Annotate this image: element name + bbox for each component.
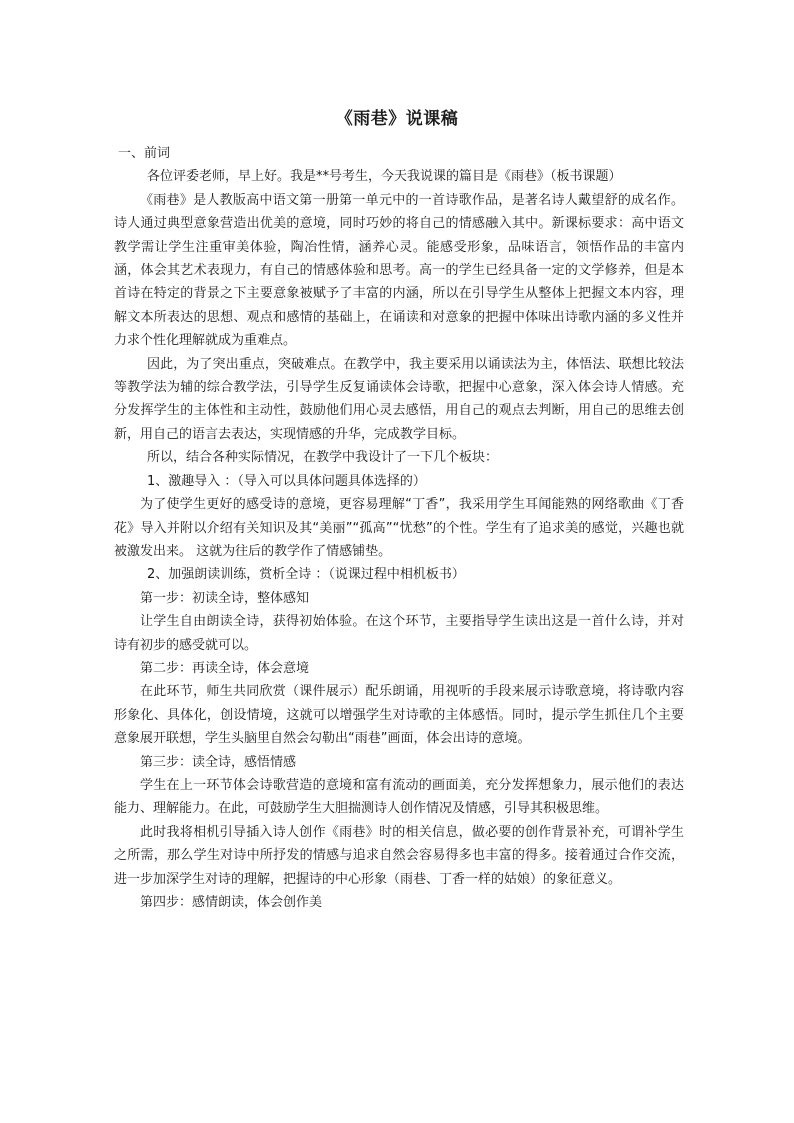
subheading-lead-in: 1、激趣导入 ：（导入可以具体问题具体选择的）: [147, 473, 426, 489]
paragraph-step-2: 在此环节，师生共同欣赏（课件展示）配乐朗诵，用视听的手段来展示诗歌意境，将诗歌内容形象化、具体化，创设情境，这就可以增强学生对诗歌的主体感悟。同时，提示学生抓住几个主要意象展开联想，学生头脑里自然会勾勒出“雨巷”画面，体会出诗的意境。: [114, 684, 684, 747]
step-heading-2: 第二步：再读全诗，体会意境: [140, 660, 310, 676]
section-heading-preface: 一、前词: [118, 146, 171, 161]
paragraph-teaching-method: 因此，为了突出重点，突破难点。在教学中，我主要采用以诵读法为主，体悟法、联想比较法等教学法为辅的综合教学法，引导学生反复诵读体会诗歌，把握中心意象，深入体会诗人情感。充分发挥学生的主体性和主动性，鼓励他们用心灵去感悟，用自己的观点去判断，用自己的思维去创新，用自己的语言去表达，实现情感的升华，完成教学目标。: [114, 356, 684, 442]
step-heading-3: 第三步：读全诗，感悟情感: [140, 754, 297, 770]
paragraph-introduction: 《雨巷》是人教版高中语文第一册第一单元中的一首诗歌作品，是著名诗人戴望舒的成名作。诗人通过典型意象营造出优美的意境，同时巧妙的将自己的情感融入其中。新课标要求：高中语文教学需让学生注重审美体验，陶冶性情，涵养心灵。能感受形象，品味语言，领悟作品的丰富内涵，体会其艺术表现力，有自己的情感体验和思考。高一的学生已经具备一定的文学修养，但是本首诗在特定的背景之下主要意象被赋予了丰富的内涵，所以在引导学生从整体上把握文本内容，理解文本所表达的思想、观点和感情的基础上，在诵读和对意象的把握中体味出诗歌内涵的多义性并力求个性化理解就成为重难点。: [114, 192, 684, 349]
paragraph-greeting: 各位评委老师，早上好。我是**号考生，今天我说课的篇目是《雨巷》（板书课题）: [147, 169, 622, 185]
paragraph-background: 此时我将相机引导插入诗人创作《雨巷》时的相关信息，做必要的创作背景补充，可谓补学生之所需，那么学生对诗中所抒发的情感与追求自然会容易得多也丰富的得多。接着通过合作交流，进一步加深学生对诗的理解，把握诗的中心形象（雨巷、丁香一样的姑娘）的象征意义。: [114, 824, 684, 887]
paragraph-lead-in: 为了使学生更好的感受诗的意境，更容易理解“丁香”，我采用学生耳闻能熟的网络歌曲《丁香花》导入并附以介绍有关知识及其“美丽”“孤高”“忧愁”的个性。学生有了追求美的感觉，兴趣也就被激发出来。 这就为往后的教学作了情感铺垫。: [114, 497, 684, 559]
step-heading-4: 第四步：感情朗读，体会创作美: [140, 895, 323, 910]
paragraph-design-overview: 所以，结合各种实际情况，在教学中我设计了一下几个板块：: [147, 450, 499, 466]
document-title: 《雨巷》说课稿: [335, 109, 459, 129]
paragraph-step-3: 学生在上一环节体会诗歌营造的意境和富有流动的画面美，充分发挥想象力，展示他们的表达能力、理解能力。在此，可鼓励学生大胆揣测诗人创作情况及情感，引导其积极思维。: [114, 777, 684, 817]
document-body: [114, 142, 684, 914]
paragraph-step-1: 让学生自由朗读全诗，获得初始体验。在这个环节，主要指导学生读出这是一首什么诗，并对诗有初步的感受就可以。: [114, 614, 684, 653]
step-heading-1: 第一步：初读全诗，整体感知: [140, 590, 310, 606]
subheading-reading-training: 2、加强朗读训练，赏析全诗 ：（说课过程中相机板书）: [147, 567, 465, 583]
